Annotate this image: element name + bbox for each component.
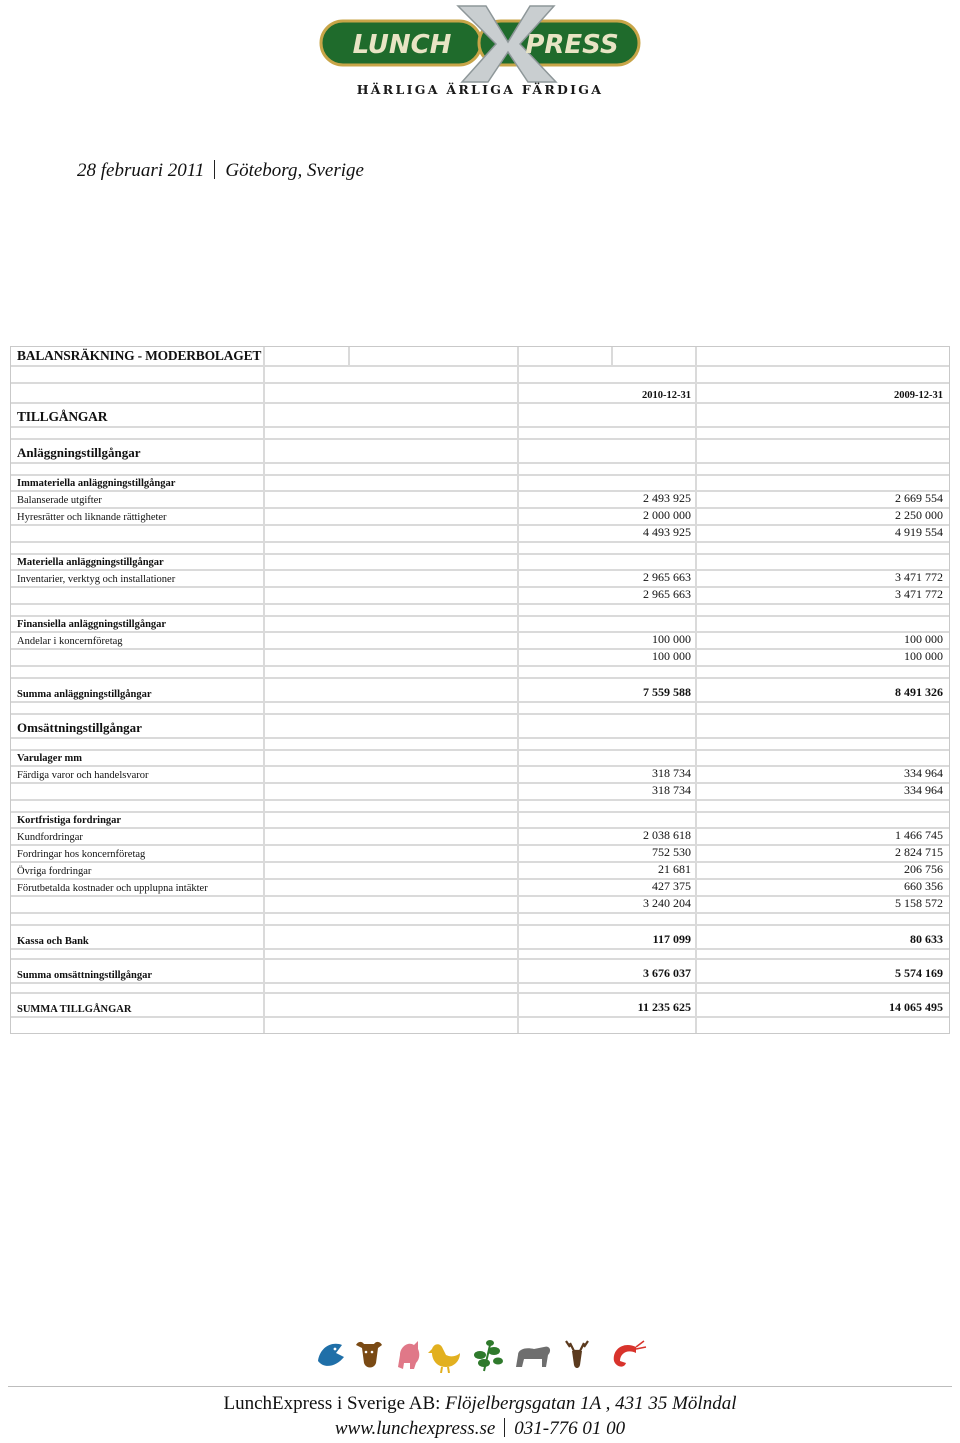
table-row (11, 555, 949, 571)
spacer-row (11, 667, 949, 679)
lamb-icon (516, 1347, 550, 1367)
street-address: Flöjelbergsgatan 1A , 431 35 Mölndal (445, 1393, 737, 1414)
value-2010: 100 000 (652, 649, 691, 663)
dateline (77, 160, 364, 182)
table-row (11, 715, 949, 739)
product-icons (314, 1337, 648, 1373)
table-row (11, 476, 949, 492)
year-header-2010: 2010-12-31 (642, 390, 691, 401)
table-row (11, 813, 949, 829)
table-row (11, 994, 949, 1018)
separator (504, 1418, 505, 1437)
herb-icon (474, 1340, 503, 1371)
company-name: LunchExpress i Sverige AB: (223, 1393, 441, 1414)
value-2010: 2 038 618 (643, 828, 691, 842)
table-row (11, 926, 949, 950)
contact-line (0, 1418, 960, 1440)
value-2010: 2 965 663 (643, 570, 691, 584)
spacer-row (11, 914, 949, 926)
table-row (11, 679, 949, 703)
date: 28 februari 2011 (77, 160, 205, 181)
spacer-row (11, 605, 949, 617)
spacer-row (11, 739, 949, 751)
spacer-row (11, 950, 949, 960)
balance-sheet-table (10, 346, 950, 1034)
row-label: Inventarier, verktyg och installationer (17, 574, 176, 585)
value-2009: 5 158 572 (895, 896, 943, 910)
value-2009: 100 000 (904, 632, 943, 646)
spacer-row (11, 428, 949, 440)
value-2010: 11 235 625 (637, 1000, 691, 1014)
row-label: Summa omsättningstillgångar (17, 970, 153, 981)
row-label: Andelar i koncernföretag (17, 636, 123, 647)
row-label: Summa anläggningstillgångar (17, 689, 152, 700)
table-row (11, 633, 949, 650)
value-2009: 206 756 (904, 862, 943, 876)
spacer-row (11, 464, 949, 476)
year-header-row (11, 384, 949, 404)
table-row (11, 784, 949, 801)
table-row (11, 617, 949, 633)
footer-divider (8, 1386, 952, 1387)
table-row (11, 897, 949, 914)
sheet-title: BALANSRÄKNING - MODERBOLAGET (17, 348, 262, 363)
value-2010: 2 965 663 (643, 587, 691, 601)
value-2009: 2 669 554 (895, 491, 943, 505)
value-2009: 100 000 (904, 649, 943, 663)
row-label: Fordringar hos koncernföretag (17, 849, 146, 860)
value-2009: 4 919 554 (895, 525, 943, 539)
phone-number: 031-776 01 00 (514, 1418, 626, 1439)
tagline: HÄRLIGA ÄRLIGA FÄRDIGA (356, 82, 604, 97)
row-label: Kundfordringar (17, 832, 83, 843)
value-2010: 427 375 (652, 879, 691, 893)
spacer-row (11, 984, 949, 994)
value-2009: 8 491 326 (895, 685, 943, 699)
logo-word-right: PRESS (525, 30, 619, 60)
logo-word-left: LUNCH (352, 30, 452, 60)
spacer-row (11, 367, 949, 384)
table-row (11, 863, 949, 880)
value-2010: 4 493 925 (643, 525, 691, 539)
table-row (11, 650, 949, 667)
table-row (11, 588, 949, 605)
spacer-row (11, 703, 949, 715)
table-row (11, 767, 949, 784)
row-label: Färdiga varor och handelsvaror (17, 770, 149, 781)
column-divider (348, 347, 350, 365)
value-2009: 3 471 772 (895, 587, 943, 601)
row-label: SUMMA TILLGÅNGAR (17, 1004, 132, 1015)
company-address (0, 1393, 960, 1415)
row-label: Finansiella anläggningstillgångar (17, 619, 167, 630)
row-label: Omsättningstillgångar (17, 720, 142, 735)
table-row (11, 440, 949, 464)
table-row (11, 960, 949, 984)
table-row (11, 404, 949, 428)
column-divider (611, 347, 613, 365)
value-2009: 3 471 772 (895, 570, 943, 584)
value-2009: 2 824 715 (895, 845, 943, 859)
value-2010: 3 676 037 (643, 966, 691, 980)
row-label: Immateriella anläggningstillgångar (17, 478, 176, 489)
website-link[interactable]: www.lunchexpress.se (334, 1418, 496, 1439)
row-label: Varulager mm (17, 753, 83, 764)
spacer-row (11, 543, 949, 555)
value-2009: 2 250 000 (895, 508, 943, 522)
row-label: Hyresrätter och liknande rättigheter (17, 512, 167, 523)
value-2009: 1 466 745 (895, 828, 943, 842)
row-label: Kortfristiga fordringar (17, 815, 122, 826)
value-2009: 80 633 (910, 932, 943, 946)
value-2010: 752 530 (652, 845, 691, 859)
year-header-2009: 2009-12-31 (894, 390, 943, 401)
value-2009: 334 964 (904, 766, 943, 780)
value-2010: 2 493 925 (643, 491, 691, 505)
table-row (11, 526, 949, 543)
value-2010: 318 734 (652, 766, 691, 780)
chicken-icon (428, 1344, 460, 1373)
value-2009: 334 964 (904, 783, 943, 797)
table-row (11, 751, 949, 767)
cow-icon (356, 1342, 382, 1368)
value-2010: 100 000 (652, 632, 691, 646)
table-row (11, 571, 949, 588)
value-2010: 318 734 (652, 783, 691, 797)
shrimp-icon (614, 1341, 646, 1367)
table-row (11, 829, 949, 846)
spacer-row (11, 801, 949, 813)
value-2009: 660 356 (904, 879, 943, 893)
pig-icon (398, 1341, 419, 1369)
sheet-title-row (11, 347, 949, 367)
value-2010: 21 681 (658, 862, 691, 876)
row-label: Förutbetalda kostnader och upplupna intäkter (17, 883, 208, 894)
value-2009: 14 065 495 (889, 1000, 943, 1014)
row-label: TILLGÅNGAR (17, 409, 108, 424)
table-row (11, 846, 949, 863)
row-label: Materiella anläggningstillgångar (17, 557, 164, 568)
separator (214, 160, 215, 179)
place: Göteborg, Sverige (225, 160, 364, 181)
value-2009: 5 574 169 (895, 966, 943, 980)
row-label: Anläggningstillgångar (17, 445, 141, 460)
value-2010: 7 559 588 (643, 685, 691, 699)
value-2010: 2 000 000 (643, 508, 691, 522)
table-row (11, 509, 949, 526)
value-2010: 117 099 (652, 932, 691, 946)
row-label: Övriga fordringar (17, 866, 92, 877)
table-row (11, 492, 949, 509)
row-label: Kassa och Bank (17, 936, 89, 947)
table-row (11, 880, 949, 897)
row-label: Balanserade utgifter (17, 495, 102, 506)
value-2010: 3 240 204 (643, 896, 691, 910)
deer-icon (566, 1341, 588, 1368)
fish-icon (318, 1344, 344, 1366)
